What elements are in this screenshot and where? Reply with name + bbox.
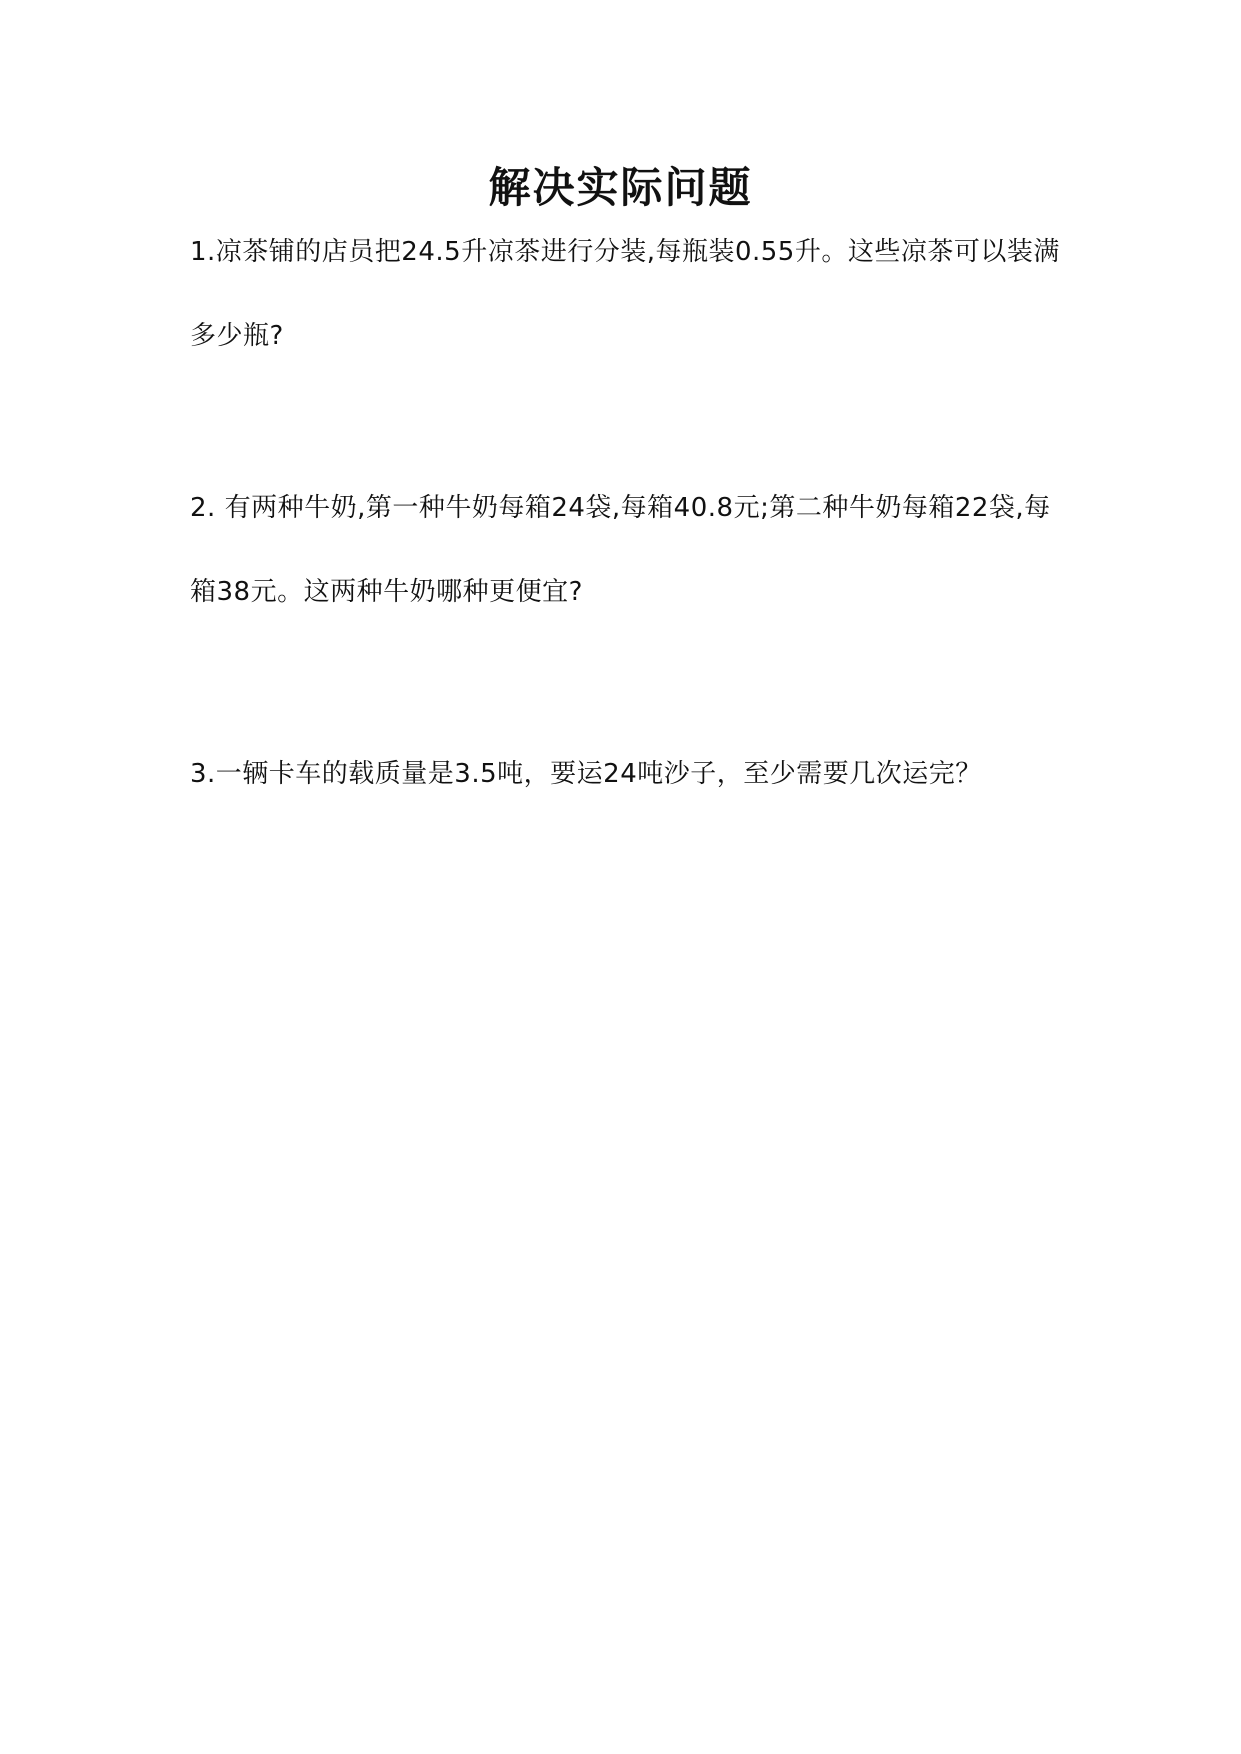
page-title: 解决实际问题 [488,163,753,212]
question-3: 3.一辆卡车的载质量是3.5吨，要运24吨沙子，至少需要几次运完？ [190,759,982,789]
question-1: 1.凉茶铺的店员把24.5升凉茶进行分装,每瓶装0.55升。这些凉茶可以装满多少瓶? [190,237,1060,351]
question-2: 2. 有两种牛奶,第一种牛奶每箱24袋,每箱40.8元;第二种牛奶每箱22袋,每箱38元。这两种牛奶哪种更便宜? [190,493,1051,607]
